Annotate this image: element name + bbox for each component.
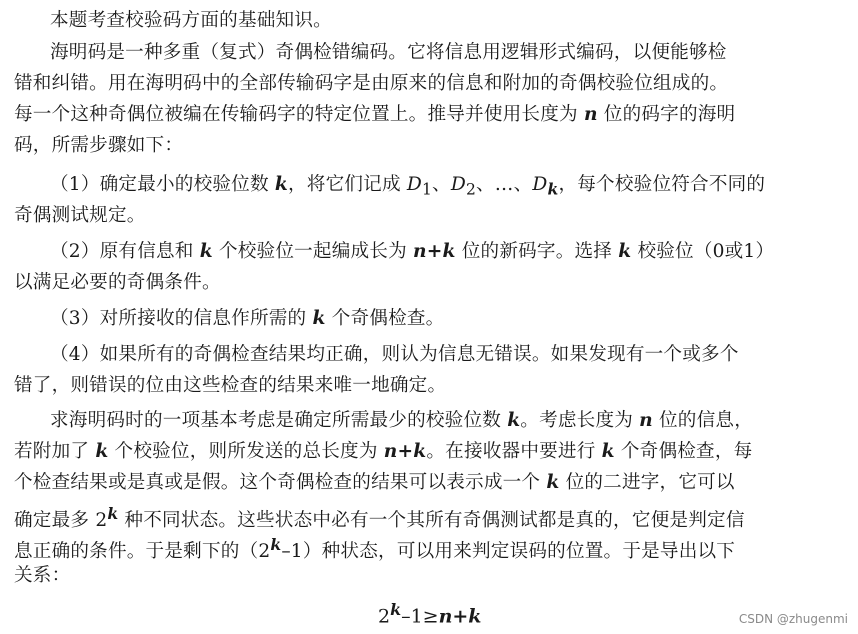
- para1-line3: [14, 102, 735, 128]
- para1-line4: [14, 133, 183, 159]
- formula-exponent: k: [390, 600, 402, 619]
- var-k: k: [199, 241, 213, 262]
- watermark: CSDN @zhugenmi: [738, 612, 848, 626]
- text: 位的二进字，它可以: [565, 472, 735, 493]
- text: 、…、: [476, 174, 533, 195]
- text: 个校验位一起编成长为: [218, 241, 407, 262]
- text: ，将它们记成: [287, 174, 401, 195]
- para1-line1: [50, 40, 727, 66]
- formula-base: 2: [378, 605, 391, 628]
- var-k: k: [274, 174, 288, 195]
- var-D: D: [532, 174, 548, 195]
- number: 2: [258, 541, 271, 563]
- step3-line: [50, 306, 444, 332]
- text: 种不同状态。这些状态中必有一个其所有奇偶测试都是真的，它便是判定信: [124, 510, 745, 532]
- text: （2）原有信息和: [50, 241, 194, 262]
- text: 息正确的条件。于是剩下的（: [14, 541, 259, 563]
- text: 码，所需步骤如下：: [14, 135, 184, 156]
- text: 位的信息，: [659, 410, 753, 431]
- text: 位的新码字。选择: [461, 241, 613, 262]
- text: （1）确定最小的校验位数: [50, 174, 269, 195]
- text: 个检查结果或是真或是假。这个奇偶检查的结果可以表示成一个: [14, 472, 541, 493]
- var-k: k: [95, 441, 109, 462]
- step2-line2: [14, 270, 221, 296]
- para2-line2: [14, 439, 752, 465]
- text: 。在接收器中要进行: [426, 441, 596, 462]
- text: ，每个校验位符合不同的: [558, 174, 766, 195]
- superscript: k: [107, 504, 119, 523]
- text: 确定最多: [14, 510, 90, 532]
- para2-line4: [14, 501, 745, 534]
- text: 个校验位，则所发送的总长度为: [114, 441, 378, 462]
- text: 。考虑长度为: [520, 410, 634, 431]
- para2-line3: [14, 470, 735, 496]
- text: 海明码是一种多重（复式）奇偶检错编码。它将信息用逻辑形式编码，以便能够检: [50, 42, 727, 63]
- text: 错和纠错。用在海明码中的全部传输码字是由原来的信息和附加的奇偶校验位组成的。: [14, 73, 729, 94]
- var-n-plus-k: n+k: [383, 441, 427, 462]
- text: 以满足必要的奇偶条件。: [14, 272, 221, 293]
- para2-line1: [50, 408, 753, 434]
- subscript: 1: [421, 180, 433, 199]
- para1-line2: [14, 71, 728, 97]
- text: 位的码字的海明: [603, 104, 736, 125]
- text: ）种状态，可以用来判定误码的位置。于是导出以下: [302, 541, 736, 563]
- para2-line6: [14, 563, 70, 589]
- text: 本题考查校验码方面的基础知识。: [50, 10, 332, 31]
- var-D: D: [450, 174, 466, 195]
- var-k: k: [546, 472, 560, 493]
- text: 关系：: [14, 565, 71, 586]
- formula: [378, 597, 481, 629]
- var-k: k: [312, 308, 326, 329]
- var-D: D: [406, 174, 422, 195]
- subscript: 2: [465, 180, 477, 199]
- var-n-plus-k: n+k: [413, 241, 456, 262]
- number: 2: [95, 510, 108, 532]
- text: 每一个这种奇偶位被编在传输码字的特定位置上。推导并使用长度为: [14, 104, 578, 125]
- text: 个奇偶检查。: [331, 308, 445, 329]
- var-k: k: [507, 410, 521, 431]
- var-k: k: [601, 441, 615, 462]
- step1-line2: [14, 203, 146, 229]
- text: 个奇偶检查，每: [620, 441, 753, 462]
- number: –1: [281, 541, 303, 563]
- subscript: k: [547, 179, 559, 199]
- step1-line1: [50, 172, 765, 203]
- text: 错了，则错误的位由这些检查的结果来唯一地确定。: [14, 375, 447, 396]
- text: 求海明码时的一项基本考虑是确定所需最少的校验位数: [50, 410, 502, 431]
- formula-rhs: n+k: [438, 605, 482, 628]
- text: 、: [432, 174, 451, 195]
- formula-operator: –1≥: [401, 605, 439, 628]
- intro-line: [50, 8, 332, 34]
- para2-line5: [14, 532, 735, 565]
- text: 奇偶测试规定。: [14, 205, 146, 226]
- var-n: n: [639, 410, 653, 431]
- superscript: k: [270, 535, 282, 554]
- step4-line1: [50, 342, 739, 368]
- step2-line1: [50, 239, 774, 265]
- var-k: k: [618, 241, 632, 262]
- text: 若附加了: [14, 441, 90, 462]
- var-n: n: [583, 104, 598, 125]
- text: （3）对所接收的信息作所需的: [50, 308, 307, 329]
- step4-line2: [14, 373, 446, 399]
- text: 校验位（0或1）: [637, 241, 775, 262]
- text: （4）如果所有的奇偶检查结果均正确，则认为信息无错误。如果发现有一个或多个: [50, 344, 739, 365]
